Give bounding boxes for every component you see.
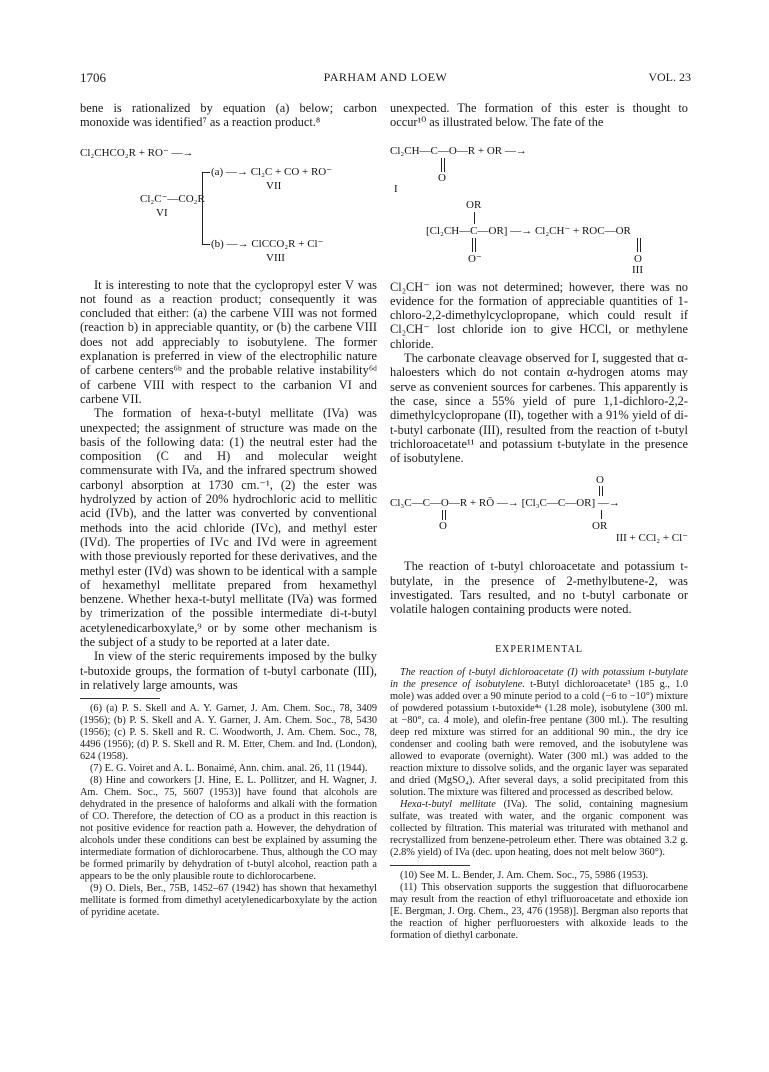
double-bond — [599, 486, 603, 496]
paragraph: It is interesting to note that the cyclopropyl ester V was not found as a reaction product; consequently it was concluded that either: (a) the carbene VIII was not formed (reaction b) in appreciable quantity, or (b) the carbene VIII does not add appreciably to isobutylene. The former explanation is preferred in view of the electrophilic nature of carbene centers⁶ᵇ and the probable relative instability⁶ᵈ of carbene VIII with respect to the carbanion VI and carbene VII. — [80, 277, 377, 406]
scheme-products: III + CCl₂ + Cl⁻ — [615, 532, 688, 545]
paragraph: Cl₂CH⁻ ion was not determined; however, there was no evidence for the formation of appreciable quantities of 1-chloro-2,2-dimethylcyclopropane, which could result if Cl₂CH⁻ lost chloride ion to give HCCl, or methylene chloride. — [390, 279, 688, 351]
running-head — [80, 70, 691, 90]
oxide-ion: O⁻ — [468, 252, 482, 265]
footnote-divider — [80, 698, 160, 699]
oxygen-atom: O — [634, 252, 642, 265]
page-number: 1706 — [80, 70, 106, 85]
procedure-body: t-Butyl dichloroacetate³ (185 g., 1.0 mole) was added over a 90 minute period to a cold (−6 to −10°) mixture of powdered potassium t-butoxide⁴ᵃ (1.28 mole), isobutylene (300 ml. at −80°, ca. 4 mole), and olefin-free pentane (300 ml.). The resulting deep red mixture was stirred for an additional 90 min., the dry ice condenser and cooling bath were removed, and the isobutylene was allowed to evaporate (overnight). Water (300 ml.) was added to the reaction mixture to dissolve solids, and the organic layer was separated and dried (MgSO₄). After several days, a solid precipitated from this solution. The mixture was filtered and processed as described below. — [390, 678, 688, 798]
footnotes-right — [390, 870, 688, 942]
scheme-path-a: (a) —→ Cl₂C + CO + RO⁻ — [211, 165, 333, 178]
compound-label: VIII — [266, 251, 285, 264]
branch-bracket — [202, 172, 203, 244]
scheme-line: [Cl₂CH—C—OR] —→ Cl₂CH⁻ + ROC—OR — [426, 224, 631, 237]
footnote: (6) (a) P. S. Skell and A. Y. Garner, J. Am. Chem. Soc., 78, 3409 (1956); (b) P. S. Skell and A. Y. Garner, J. Am. Chem. Soc., 78, 5430 (1956); (c) P. S. Skell and R. C. Woodworth, J. Am. Chem. Soc., 78, 4496 (1956); (d) P. S. Skell and R. M. Etter, Chem. and Ind. (London), 624 (1958). — [80, 703, 377, 763]
left-column — [80, 101, 377, 919]
compound-label: I — [394, 182, 398, 195]
experimental-paragraph — [390, 667, 688, 799]
footnote: (9) O. Diels, Ber., 75B, 1452–67 (1942) has shown that hexamethyl mellitate is formed from dimethyl acetylenedicarboxylate by the action of pyridine acetate. — [80, 883, 377, 919]
reaction-scheme-2 — [390, 142, 688, 276]
section-heading: EXPERIMENTAL — [495, 643, 583, 655]
footnotes-left — [80, 703, 377, 919]
procedure-title: Hexa-t-butyl mellitate — [400, 798, 496, 810]
footnote: (7) E. G. Voiret and A. L. Bonaimé, Ann. chim. anal. 26, 11 (1944). — [90, 763, 368, 775]
scheme-reactants: Cl₂CHCO₂R + RO⁻ —→ — [80, 146, 194, 159]
branch-tick — [202, 172, 210, 173]
single-bond — [601, 510, 602, 519]
scheme-intermediate: Cl₂C⁻—CO₂R — [140, 192, 205, 205]
footnote-divider — [390, 865, 470, 866]
paragraph: unexpected. The formation of this ester is thought to occur¹⁰ as illustrated below. The fate of the — [390, 101, 688, 130]
footnote: (10) See M. L. Bender, J. Am. Chem. Soc., 75, 5986 (1953). — [400, 869, 649, 881]
volume-label: VOL. 23 — [648, 70, 691, 84]
procedure-body: (IVa). The solid, containing magnesium sulfate, was treated with water, and the organic component was collected by filtration. This material was triturated with methanol and recrystallized from benzene-petroleum ether. There was obtained 3.2 g. (2.8% yield) of IVa (dec. upon heating, does not melt below 360°). — [390, 798, 688, 858]
branch-tick — [202, 244, 210, 245]
paragraph: The carbonate cleavage observed for I, suggested that α-haloesters which do not contain α-hydrogen atoms may serve as convenient sources for carbenes. This apparently is the case, since a 55% yield of pure 1,1-dichloro-2,2-dimethylcyclopropane (II), together with a 91% yield of di-t-butyl carbonate (III), resulted from the reaction of t-butyl trichloroacetate¹¹ and potassium t-butylate in the presence of isobutylene. — [390, 351, 688, 466]
scheme-line: Cl₂CH—C—O—R + OR —→ — [390, 144, 527, 157]
scheme-line: Cl₃C—C—O—R + RŌ —→ [Cl₃C—C—OR] —→ — [390, 497, 620, 510]
compound-label: VII — [266, 179, 282, 192]
double-bond — [441, 158, 445, 172]
single-bond — [474, 212, 475, 224]
paragraph: In view of the steric requirements imposed by the bulky t-butoxide groups, the formation of t-butyl carbonate (III), in relatively large amounts, was — [80, 649, 377, 692]
footnote: (11) This observation supports the suggestion that difluorocarbene may result from the reaction of ethyl trifluoroacetate and ethoxide ion [E. Bergman, J. Org. Chem., 23, 476 (1958)]. Bergman also reports that the reaction of higher perfluoroesters with alkoxide leads to the formation of diethyl carbonate. — [390, 881, 688, 941]
experimental-paragraph — [390, 799, 688, 859]
reaction-scheme-1 — [80, 142, 377, 264]
double-bond — [472, 238, 476, 252]
right-column — [390, 101, 688, 942]
running-title: PARHAM AND LOEW — [323, 70, 448, 84]
or-substituent: OR — [466, 198, 482, 211]
double-bond — [637, 238, 641, 252]
compound-label: III — [632, 263, 643, 276]
paragraph: The formation of hexa-t-butyl mellitate (IVa) was unexpected; the assignment of structure was made on the basis of the following data: (1) the neutral ester had the composition (C and H) and molecular weight commensurate with IVa, and the infrared spectrum showed carbonyl absorption at 1730 cm.⁻¹, (2) the ester was hydrolyzed by action of 20% hydrochloric acid to mellitic acid (IVb), and the latter was converted by conventional methods into the acid chloride (IVc), and methyl ester (IVd). The properties of IVc and IVd were in agreement with those previously reported for these derivatives, and the methyl ester (IVd) was shown to be identical with a sample of hexamethyl mellitate prepared from hexamethyl benzene. Whether hexa-t-butyl mellitate (IVa) was formed by trimerization of the possible intermediate di-t-butyl acetylenedicarboxylate,⁹ or by some other mechanism is the subject of a study to be reported at a later date. — [80, 406, 377, 650]
or-substituent: OR — [592, 520, 608, 533]
footnote: (8) Hine and coworkers [J. Hine, E. L. Pollitzer, and H. Wagner, J. Am. Chem. Soc., 75, 5607 (1953)] have found that alcohols are dehydrated in the presence of haloforms and alkali with the formation of CO. Therefore, the detection of CO as a product in this reaction is not positive evidence for reaction path a. However, the dehydration of alcohols under these conditions can best be explained by assuming the intermediate formation of dichlorocarbene. Thus, although the CO may be formed primarily by dehydration of t-butyl alcohol, reaction path a appears to be the only plausible route to dichlorocarbene. — [80, 775, 377, 883]
paragraph: The reaction of t-butyl chloroacetate and potassium t-butylate, in the presence of 2-methylbutene-2, was investigated. Tars resulted, and no t-butyl carbonate or volatile halogen containing products were noted. — [390, 559, 688, 617]
reaction-scheme-3 — [390, 473, 688, 545]
procedure-title: The reaction of t-butyl dichloroacetate (I) with potassium t-butylate in the presence of isobutylene. — [390, 666, 688, 690]
oxygen-atom: O — [596, 474, 604, 487]
oxygen-atom: O — [439, 520, 447, 533]
scheme-path-b: (b) —→ ClCCO₂R + Cl⁻ — [211, 237, 324, 250]
compound-label: VI — [156, 206, 168, 219]
experimental-section — [390, 667, 688, 859]
paragraph: bene is rationalized by equation (a) below; carbon monoxide was identified⁷ as a reaction product.⁸ — [80, 101, 377, 130]
oxygen-atom: O — [438, 171, 446, 184]
